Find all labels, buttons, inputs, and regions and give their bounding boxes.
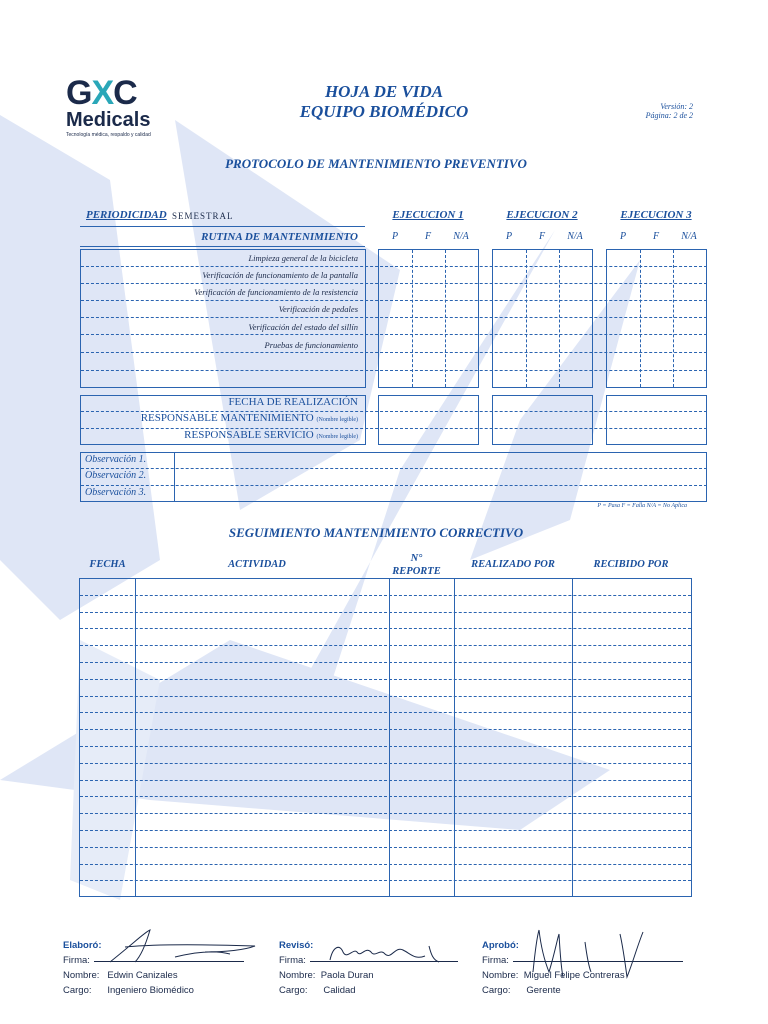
observation-row-line [81,468,707,469]
corrective-row-line [80,813,691,814]
observation-2-label: Observación 2. [85,470,147,481]
exec1-divider [445,250,446,387]
corrective-row-line [80,696,691,697]
corrective-row-line [80,612,691,613]
nombre-value: Paola Duran [320,970,374,981]
periodicity-value: SEMESTRAL [172,211,234,221]
responsable-mantenimiento-label [78,412,358,424]
nombre-label: Nombre: [482,970,519,981]
exec3-f: F [652,231,660,242]
col-reporte: REPORTE [392,566,441,577]
task-row-line [81,370,707,371]
title-line1: HOJA DE VIDA [324,82,444,101]
role-label: Revisó: [279,940,314,951]
cargo-label: Cargo: [482,985,511,996]
resp-serv-text: RESPONSABLE SERVICIO [184,429,314,441]
observations-divider [174,452,175,502]
col-realizado-por: REALIZADO POR [471,559,555,570]
corrective-row-line [80,780,691,781]
cargo-label: Cargo: [279,985,308,996]
task-item: Pruebas de funcionamiento [264,340,358,350]
role-label: Aprobó: [482,940,519,951]
corrective-col-divider [572,578,573,897]
exec2-f: F [538,231,546,242]
exec1-na: N/A [453,231,469,242]
logo-x: X [91,74,114,112]
task-row-line [81,300,707,301]
cargo-label: Cargo: [63,985,92,996]
corrective-row-line [80,763,691,764]
routine-line [80,246,365,247]
corrective-row-line [80,679,691,680]
exec1-responsible-box [378,395,479,445]
exec3-responsible-box [606,395,707,445]
col-actividad: ACTIVIDAD [228,559,286,570]
exec1-box [378,249,479,388]
corrective-row-line [80,880,691,881]
signature-drawing-reviso [325,938,445,968]
periodicity-label: PERIODICIDAD [86,209,167,221]
col-fecha: FECHA [89,559,126,570]
exec2-divider [526,250,527,387]
corrective-col-divider [135,578,136,897]
task-row-line [81,266,707,267]
exec3-box [606,249,707,388]
periodicity-line [80,226,365,227]
cargo-value: Calidad [323,985,356,996]
execution3-label: EJECUCION 3 [620,209,692,221]
col-recibido-por: RECIBIDO POR [593,559,669,570]
page-number: Página: 2 de 2 [645,111,693,120]
exec2-divider [559,250,560,387]
task-row-line [81,317,707,318]
fecha-realizacion-label: FECHA DE REALIZACIÓN [228,396,358,408]
exec3-divider [640,250,641,387]
company-logo [66,74,151,138]
responsable-servicio-label [78,429,358,441]
corrective-row-line [80,830,691,831]
firma-label: Firma: [279,955,306,966]
corrective-row-line [80,712,691,713]
nombre-legible-1: (Nombre legible) [316,417,358,423]
corrective-row-line [80,628,691,629]
corrective-row-line [80,847,691,848]
task-row-line [81,283,707,284]
task-row-line [81,334,707,335]
resp-mant-text: RESPONSABLE MANTENIMIENTO [140,412,314,424]
routine-label: RUTINA DE MANTENIMIENTO [201,231,358,243]
firma-label: Firma: [63,955,90,966]
observation-3-label: Observación 3. [85,487,147,498]
exec2-p: P [505,231,513,242]
role-label: Elaboró: [63,940,102,951]
task-row-line [81,352,707,353]
logo-tagline: Tecnología médica, respaldo y calidad [66,132,151,138]
signature-drawing-aprobo [525,922,655,992]
exec3-p: P [619,231,627,242]
logo-c: C [113,74,137,112]
corrective-row-line [80,864,691,865]
col-numero: N° [410,553,423,564]
nombre-label: Nombre: [63,970,100,981]
exec2-responsible-box [492,395,593,445]
exec3-divider [673,250,674,387]
nombre-value: Miguel Felipe Contreras [523,970,625,981]
cargo-value: Gerente [526,985,561,996]
nombre-value: Edwin Canizales [107,970,178,981]
corrective-row-line [80,662,691,663]
exec1-f: F [424,231,432,242]
task-item: Verificación de funcionamiento de la resistencia [194,287,358,297]
task-item: Verificación de funcionamiento de la pantalla [202,270,358,280]
exec2-box [492,249,593,388]
corrective-table [79,578,692,897]
exec3-na: N/A [681,231,697,242]
observation-row-line [81,485,707,486]
task-item: Verificación de pedales [278,304,358,314]
legend-text: P = Pasa F = Falla N/A = No Aplica [597,503,687,509]
observation-1-label: Observación 1. [85,454,147,465]
execution1-label: EJECUCION 1 [392,209,464,221]
title-line2: EQUIPO BIOMÉDICO [299,102,469,121]
version-text: Versión: 2 [660,102,693,111]
exec1-p: P [391,231,399,242]
exec2-na: N/A [567,231,583,242]
execution2-label: EJECUCION 2 [506,209,578,221]
corrective-section-title: SEGUIMIENTO MANTENIMIENTO CORRECTIVO [228,525,524,540]
corrective-col-divider [454,578,455,897]
corrective-row-line [80,645,691,646]
logo-g: G [66,74,92,112]
corrective-row-line [80,746,691,747]
signature-drawing-elaboro [105,922,265,972]
task-item: Verificación del estado del sillín [248,322,358,332]
logo-name: Medicals [66,109,151,131]
preventive-section-title: PROTOCOLO DE MANTENIMIENTO PREVENTIVO [225,156,527,171]
task-item: Limpieza general de la bicicleta [248,253,358,263]
firma-label: Firma: [482,955,509,966]
nombre-legible-2: (Nombre legible) [316,434,358,440]
corrective-row-line [80,595,691,596]
exec1-divider [412,250,413,387]
corrective-row-line [80,729,691,730]
corrective-row-line [80,796,691,797]
cargo-value: Ingeniero Biomédico [107,985,194,996]
corrective-col-divider [389,578,390,897]
nombre-label: Nombre: [279,970,316,981]
